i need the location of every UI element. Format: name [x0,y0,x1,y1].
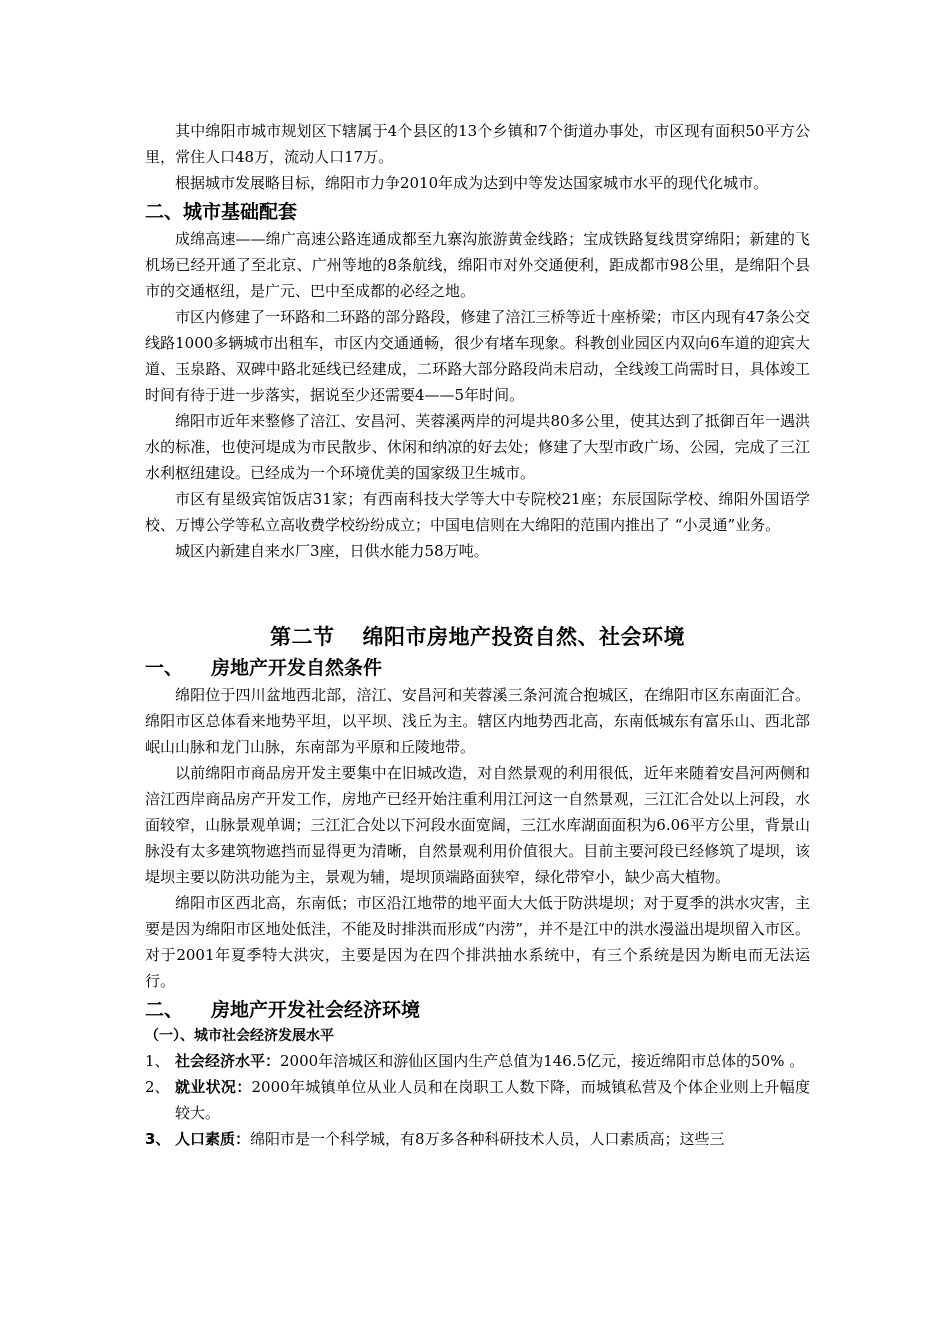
list-item [145,1074,810,1126]
paragraph: 成绵高速——绵广高速公路连通成都至九寨沟旅游黄金线路；宝成铁路复线贯穿绵阳；新建的飞机场已经开通了至北京、广州等地的8条航线，绵阳市对外交通便利，距成都市98公里，是绵阳个县市的交通枢纽，是广元、巴中至成都的必经之地。 [145,230,810,300]
paragraph: 绵阳市区西北高，东南低；市区沿江地带的地平面大大低于防洪堤坝；对于夏季的洪水灾害，主要是因为绵阳市区地处低洼，不能及时排洪而形成“内涝”，并不是江中的洪水漫溢出堤坝留入市区。对于2001年夏季特大洪灾，主要是因为在四个排洪抽水系统中，有三个系统是因为断电而无法运行。 [145,894,810,990]
heading-social-economic [145,996,810,1024]
paragraph: 根据城市发展略目标，绵阳市力争2010年成为达到中等发达国家城市水平的现代化城市。 [175,174,769,192]
subheading: （一）、城市社会经济发展水平 [145,1028,334,1044]
heading-infrastructure [145,198,810,226]
list-item [145,1048,810,1074]
list-number: 3、 [145,1130,171,1148]
list-item-label: 就业状况： [175,1078,252,1096]
section-title-text: 绵阳市房地产投资自然、社会环境 [362,625,685,649]
section-title [145,622,810,652]
paragraph: 绵阳市近年来整修了涪江、安昌河、芙蓉溪两岸的河堤共80多公里，使其达到了抵御百年一遇洪水的标准，也使河堤成为市民散步、休闲和纳凉的好去处；修建了大型市政广场、公园，完成了三江水利枢纽建设。已经成为一个环境优美的国家级卫生城市。 [145,412,810,482]
paragraph: 市区有星级宾馆饭店31家；有西南科技大学等大中专院校21座；东辰国际学校、绵阳外国语学校、万博公学等私立高收费学校纷纷成立；中国电信则在大绵阳的范围内推出了 “小灵通”业务。 [145,490,810,534]
section-number: 第二节 [270,625,335,649]
paragraph: 绵阳位于四川盆地西北部，涪江、安昌河和芙蓉溪三条河流合抱城区，在绵阳市区东南面汇合。绵阳市区总体看来地势平坦，以平坝、浅丘为主。辖区内地势西北高，东南低城东有富乐山、西北部岷山山脉和龙门山脉，东南部为平原和丘陵地带。 [145,686,810,756]
heading-number: 一、 [145,657,184,679]
heading-natural-conditions [145,654,810,682]
list-item-label: 人口素质： [175,1130,251,1148]
list-item-label: 社会经济水平： [175,1052,281,1070]
list-item-text: 绵阳市是一个科学城，有8万多各种科研技术人员，人口素质高；这些三 [250,1130,725,1148]
heading-text: 房地产开发社会经济环境 [211,999,421,1021]
document-page [145,118,810,1152]
heading-number: 二、 [145,999,184,1021]
heading-number: 二、 [145,201,184,223]
paragraph: 以前绵阳市商品房开发主要集中在旧城改造，对自然景观的利用很低，近年来随着安昌河两侧和涪江西岸商品房产开发工作，房地产已经开始注重利用江河这一自然景观，三江汇合处以上河段，水面较窄，山脉景观单调；三江汇合处以下河段水面宽阔，三江水库湖面面积为6.06平方公里，背景山脉没有太多建筑物遮挡而显得更为清晰，自然景观利用价值很大。目前主要河段已经修筑了堤坝，该堤坝主要以防洪功能为主，景观为辅，堤坝顶端路面狭窄，绿化带窄小，缺少高大植物。 [145,764,810,886]
list-item-text: 2000年涪城区和游仙区国内生产总值为146.5亿元，接近绵阳市总体的50% 。 [280,1052,805,1070]
paragraph: 其中绵阳市城市规划区下辖属于4个县区的13个乡镇和7个街道办事处，市区现有面积50平方公里，常住人口48万，流动人口17万。 [145,122,810,166]
heading-text: 房地产开发自然条件 [211,657,383,679]
heading-text: 城市基础配套 [183,201,298,223]
paragraph: 城区内新建自来水厂3座，日供水能力58万吨。 [175,542,489,560]
list-item-text: 2000年城镇单位从业人员和在岗职工人数下降，而城镇私营及个体企业则上升幅度较大。 [175,1078,810,1122]
list-item [145,1126,810,1152]
list-number: 1、 [145,1052,170,1070]
list-number: 2、 [145,1078,170,1096]
paragraph: 市区内修建了一环路和二环路的部分路段，修建了涪江三桥等近十座桥梁；市区内现有47条公交线路1000多辆城市出租车，市区内交通通畅，很少有堵车现象。科教创业园区内双向6车道的迎宾大道、玉泉路、双碑中路北延线已经建成，二环路大部分路段尚未启动，全线竣工尚需时日，具体竣工时间有待于进一步落实，据说至少还需要4——5年时间。 [145,308,810,404]
